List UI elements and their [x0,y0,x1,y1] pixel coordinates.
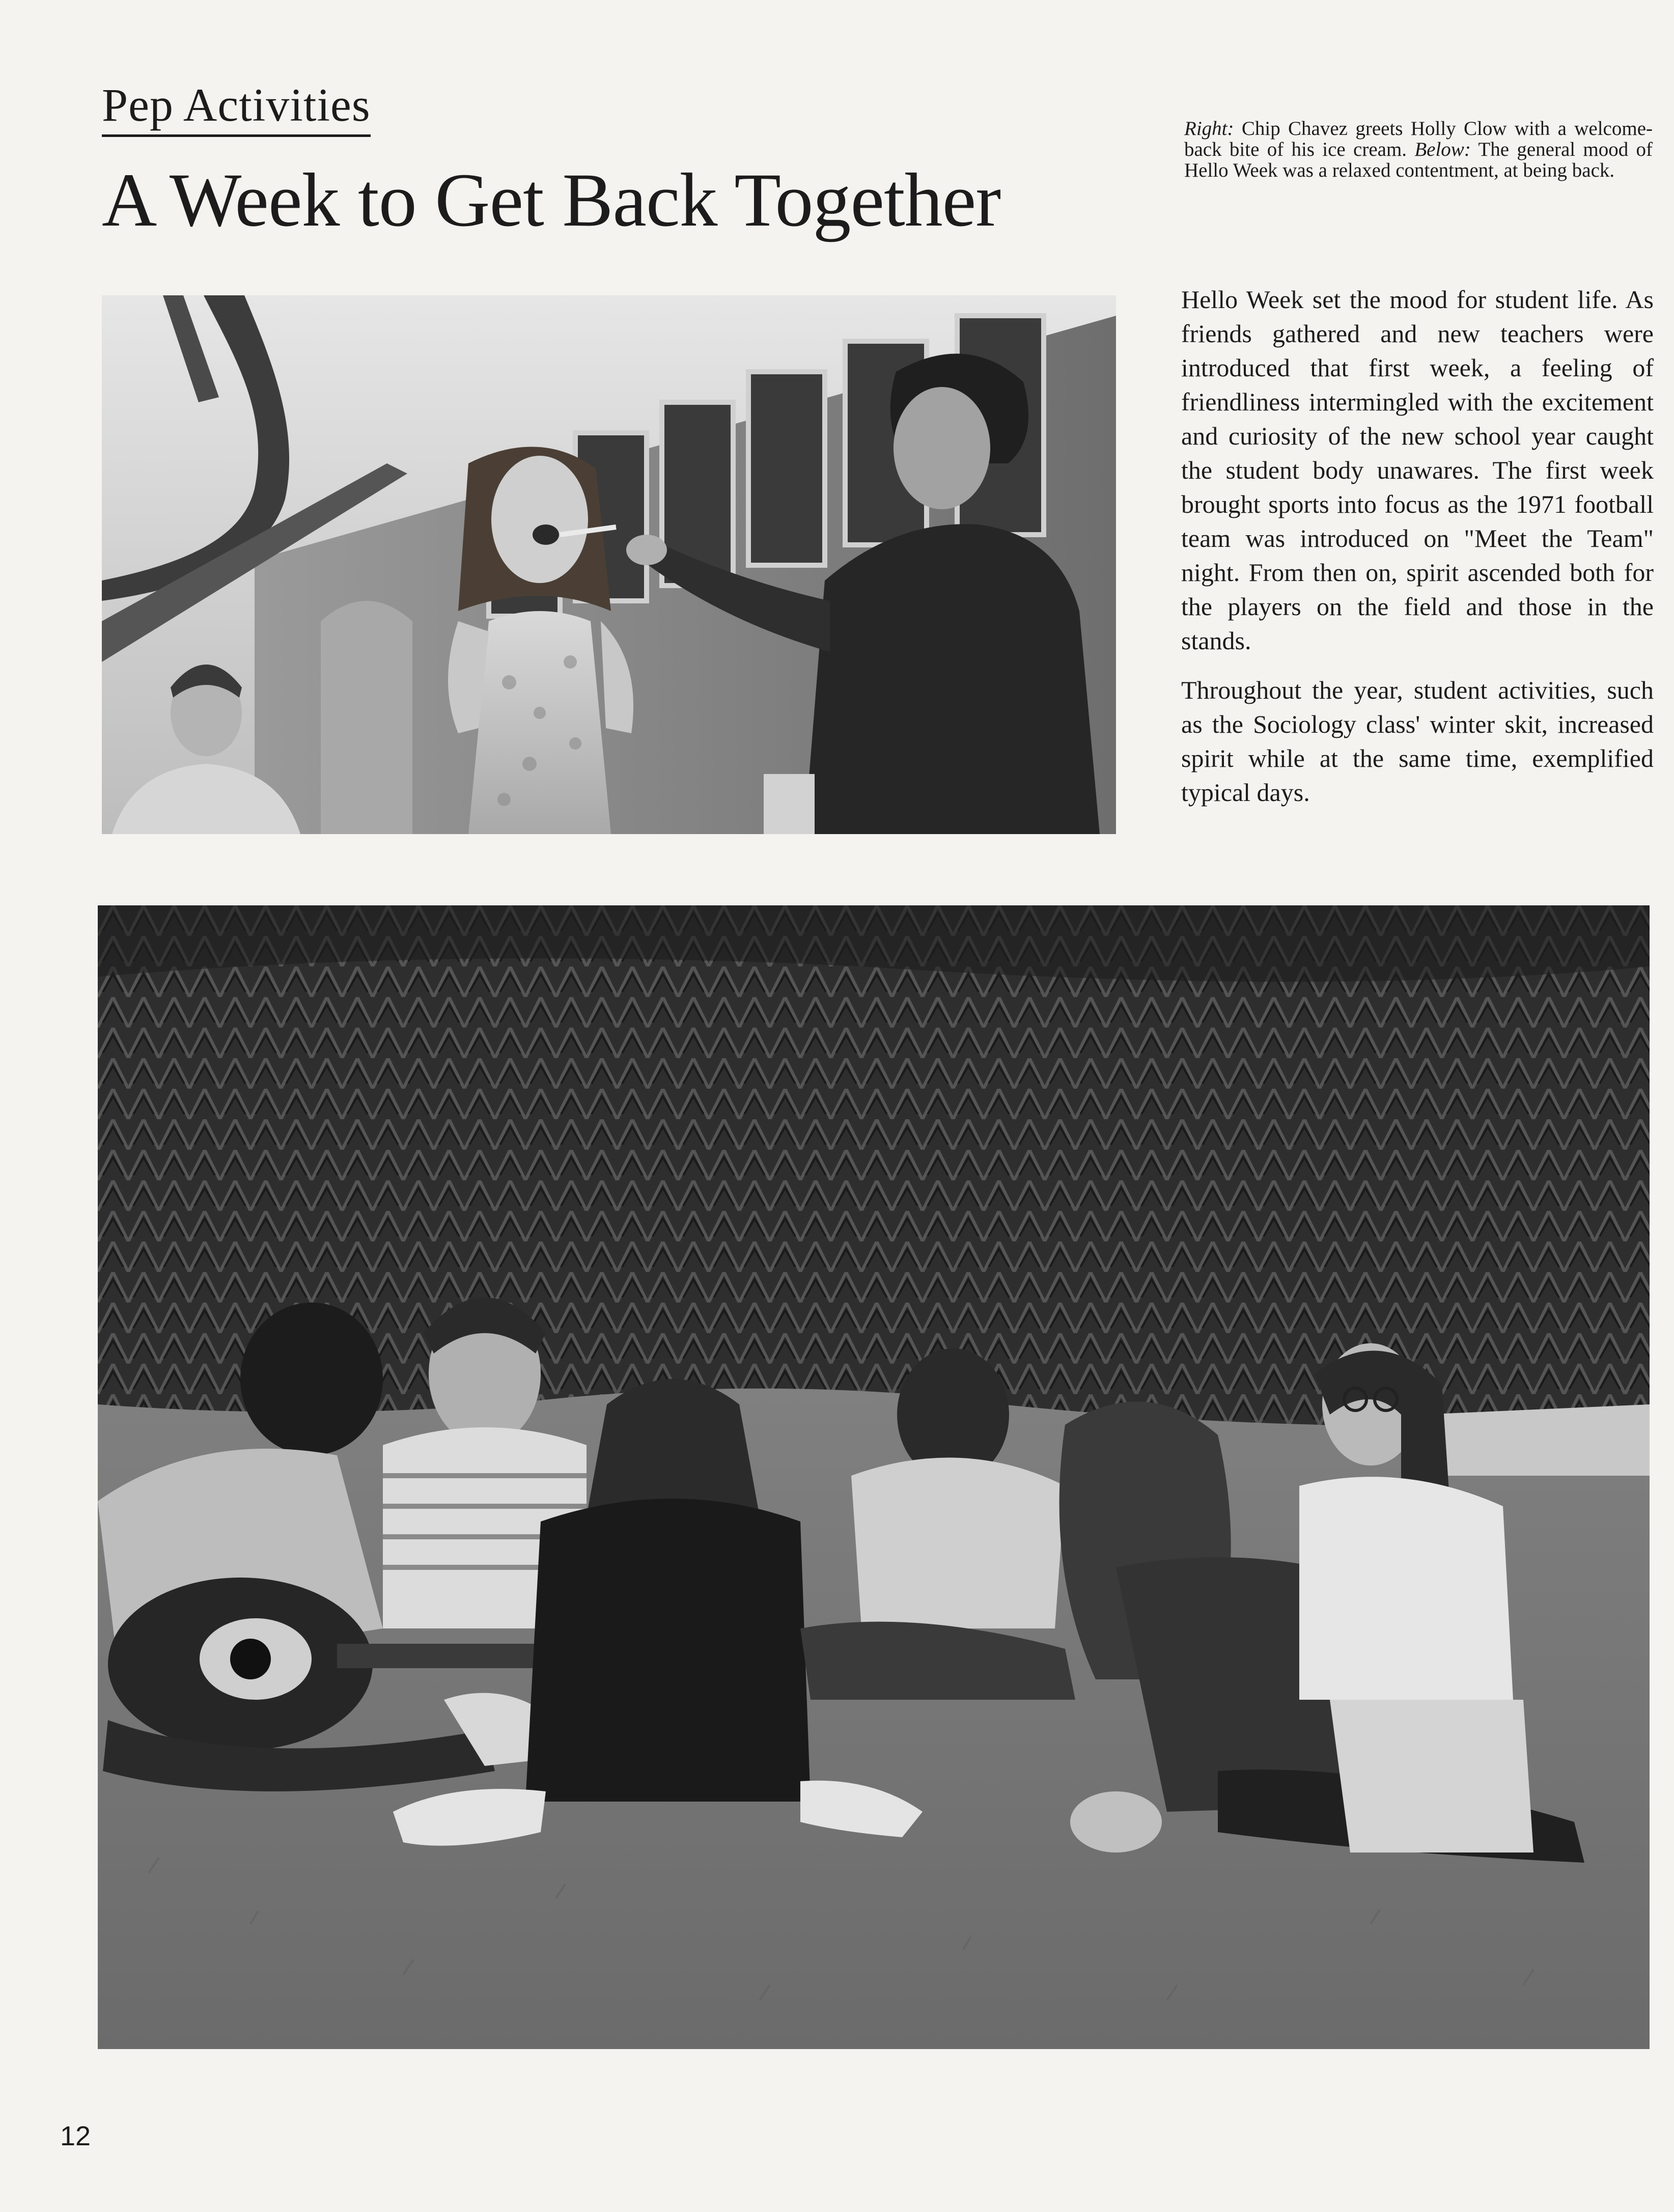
caption-lead-below: Below: [1414,139,1471,160]
article-paragraph-2: Throughout the year, student activities, such as the Sociology class' winter skit, increased spirit while at the same time, exemplified typical days. [1181,676,1654,807]
students-on-lawn-photo [98,905,1650,2049]
article-body [1181,283,1654,825]
photo-caption [1184,118,1653,181]
caption-text-right: Chip Chavez greets Holly Clow with a welcome-back bite of his ice cream. [1184,118,1653,160]
caption-text-below: The general mood of Hello Week was a relaxed contentment, at being back. [1184,139,1653,181]
article-paragraph-1: Hello Week set the mood for student life. As friends gathered and new teachers were introduced that first week, a feeling of friendliness intermingled with the excitement and curiosity of the new school year caught the student body unawares. The first week brought sports into focus as the 1971 football team was introduced on "Meet the Team" night. From then on, spirit ascended both for the players on the field and those in the stands. [1181,285,1654,655]
caption-lead-right: Right: [1184,118,1234,140]
page-headline: A Week to Get Back Together [102,158,1001,242]
page-number: 12 [60,2121,91,2151]
section-label: Pep Activities [102,81,371,137]
ice-cream-greeting-photo [102,295,1116,834]
